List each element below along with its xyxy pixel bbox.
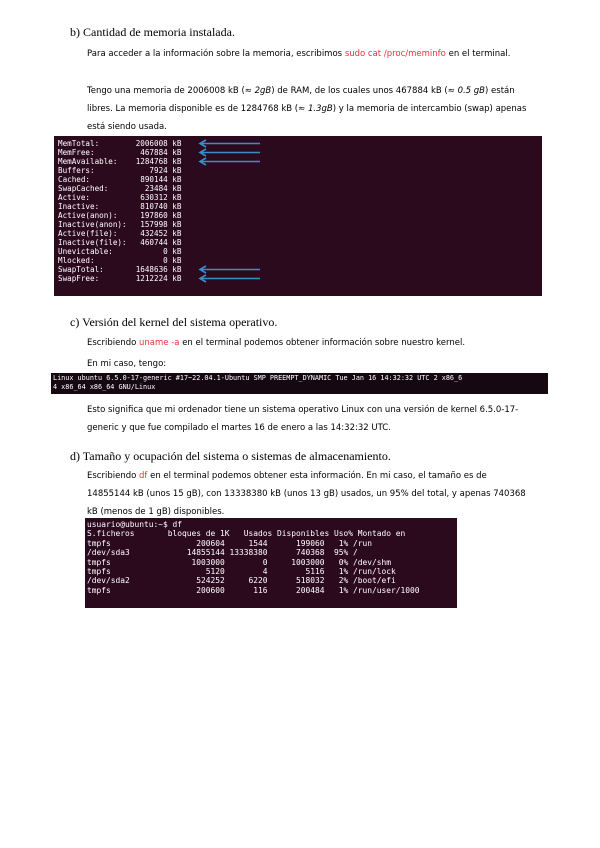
terminal-line: tmpfs 1003000 0 1003000 0% /dev/shm	[87, 557, 392, 567]
terminal-line: Unevictable: 0 kB	[58, 247, 182, 256]
meminfo-command: sudo cat /proc/meminfo	[344, 49, 446, 59]
section-d-heading: d) Tamaño y ocupación del sistema o sistemas de almacenamiento.	[70, 449, 391, 463]
intro-text-end: en el terminal podemos obtener esta información. En mi caso, el tamaño es de 14855144 kB (unos 15 gB), con 13338380 kB (unos 13 gB) usados, un 95% del total, y apenas 740368 kB (menos de 1 gB) disponibles.	[87, 471, 526, 517]
section-c-intro	[87, 334, 527, 352]
summary-text: ) están libres. La memoria disponible es de 1284768 kB (≈	[87, 86, 515, 114]
terminal-line: SwapCached: 23484 kB	[58, 184, 182, 193]
terminal-line: SwapTotal: 1648636 kB	[58, 265, 182, 274]
terminal-line: S.ficheros bloques de 1K Usados Disponibles Uso% Montado en	[87, 529, 406, 539]
intro-text: Escribiendo	[87, 471, 140, 481]
uname-command: uname -a	[139, 338, 180, 348]
terminal-line: tmpfs 5120 4 5116 1% /run/lock	[87, 566, 396, 576]
terminal-line: Active(anon): 197860 kB	[58, 211, 182, 220]
summary-text: ) de RAM, de los cuales unos 467884 kB (≈	[271, 86, 458, 96]
terminal-line: Active: 630312 kB	[58, 193, 182, 202]
terminal-line: /dev/sda3 14855144 13338380 740368 95% /	[87, 548, 358, 558]
section-b-heading: b) Cantidad de memoria instalada.	[70, 25, 235, 39]
terminal-line: SwapFree: 1212224 kB	[58, 274, 182, 283]
section-c-case: En mi caso, tengo:	[87, 359, 167, 369]
section-b-intro	[87, 45, 527, 63]
summary-text: Tengo una memoria de 2006008 kB (≈	[87, 86, 255, 96]
math-value: 2gB	[254, 86, 272, 96]
section-c-heading: c) Versión del kernel del sistema operativo.	[70, 315, 278, 329]
annotation-arrows	[54, 136, 542, 296]
terminal-line: Inactive(file): 460744 kB	[58, 238, 182, 247]
df-terminal	[85, 518, 457, 608]
df-command: df	[139, 471, 148, 481]
section-c-explanation: Esto significa que mi ordenador tiene un sistema operativo Linux con una versión de kernel 6.5.0-17-generic y que fue compilado el martes 16 de enero a las 14:32:32 UTC.	[87, 405, 519, 433]
terminal-line: MemAvailable: 1284768 kB	[58, 157, 182, 166]
math-value: 1.3gB	[307, 104, 333, 114]
terminal-line: 4 x86_64 x86_64 GNU/Linux	[53, 383, 156, 392]
arrow-group	[200, 140, 260, 282]
section-d-intro	[87, 467, 527, 521]
intro-text: Para acceder a la información sobre la memoria, escribimos	[87, 49, 345, 59]
terminal-line: MemTotal: 2006008 kB	[58, 139, 182, 148]
terminal-line: tmpfs 200604 1544 199060 1% /run	[87, 538, 373, 548]
intro-text-end: en el terminal podemos obtener información sobre nuestro kernel.	[179, 338, 466, 348]
terminal-line: Inactive(anon): 157998 kB	[58, 220, 182, 229]
math-value: 0.5 gB	[457, 86, 486, 96]
terminal-line: Mlocked: 0 kB	[58, 256, 182, 265]
terminal-line: usuario@ubuntu:~$ df	[87, 520, 183, 529]
df-lines	[87, 520, 420, 595]
terminal-line: Buffers: 7924 kB	[58, 166, 182, 175]
terminal-line: Active(file): 432452 kB	[58, 229, 182, 238]
uname-lines	[53, 374, 462, 393]
terminal-line: Inactive: 810740 kB	[58, 202, 182, 211]
terminal-line: /dev/sda2 524252 6220 518032 2% /boot/efi	[87, 576, 396, 586]
uname-terminal	[51, 373, 548, 394]
terminal-line: MemFree: 467884 kB	[58, 148, 182, 157]
terminal-line: Cached: 890144 kB	[58, 175, 182, 184]
section-b-memory-summary	[87, 82, 527, 136]
summary-text: ) y la memoria de intercambio (swap) apenas está siendo usada.	[87, 104, 527, 132]
terminal-line: tmpfs 200600 116 200484 1% /run/user/1000	[87, 585, 420, 595]
intro-text: Escribiendo	[87, 338, 140, 348]
intro-text-end: en el terminal.	[445, 49, 511, 59]
terminal-line: Linux ubuntu 6.5.0-17-generic #17~22.04.1-Ubuntu SMP PREEMPT_DYNAMIC Tue Jan 16 14:32:32 UTC 2 x86_6	[53, 374, 463, 382]
